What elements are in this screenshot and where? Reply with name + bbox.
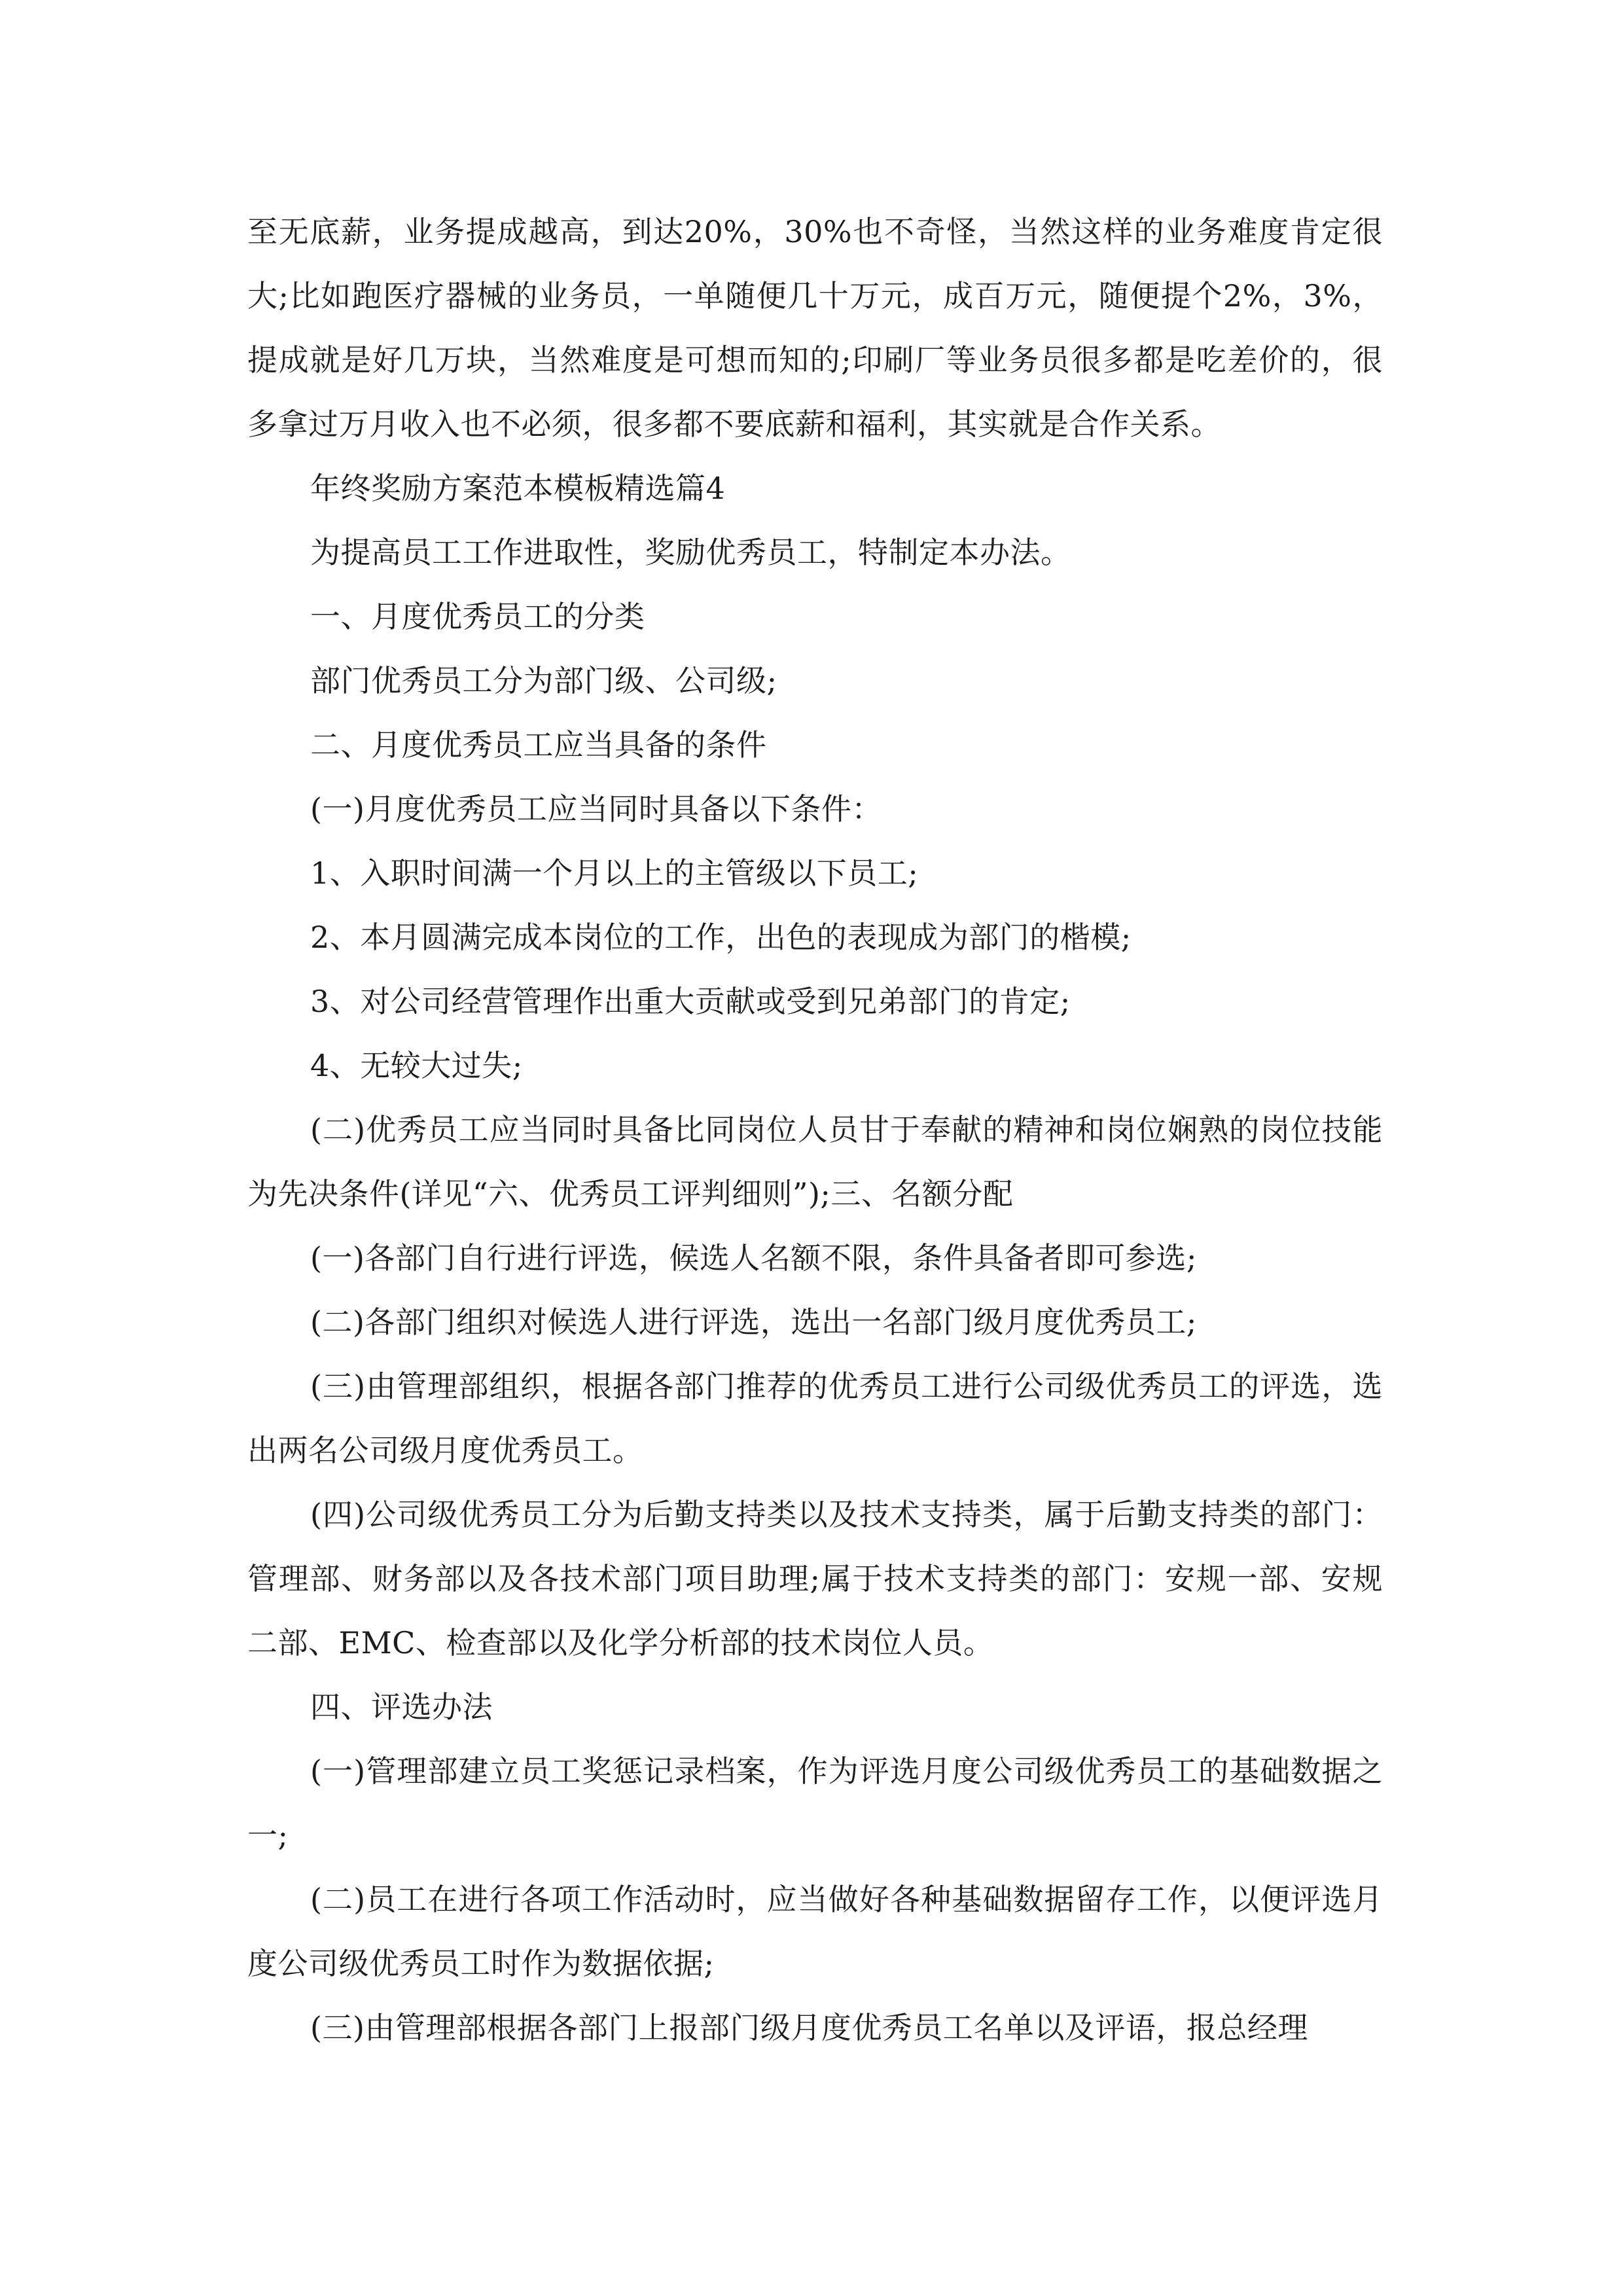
list-item: 1、入职时间满一个月以上的主管级以下员工; [310, 855, 919, 891]
paragraph: (一)管理部建立员工奖惩记录档案，作为评选月度公司级优秀员工的基础数据之一; [247, 1753, 1383, 1853]
section-heading: 四、评选办法 [310, 1689, 493, 1725]
section-heading: 年终奖励方案范本模板精选篇4 [310, 471, 726, 506]
paragraph: 部门优秀员工分为部门级、公司级; [310, 663, 777, 698]
paragraph: (四)公司级优秀员工分为后勤支持类以及技术支持类，属于后勤支持类的部门：管理部、财务部以及各技术部门项目助理;属于技术支持类的部门：安规一部、安规二部、EMC、检查部以及化学分析部的技术岗位人员。 [247, 1497, 1383, 1660]
paragraph: (二)优秀员工应当同时具备比同岗位人员甘于奉献的精神和岗位娴熟的岗位技能为先决条件(详见“六、优秀员工评判细则”);三、名额分配 [247, 1112, 1383, 1211]
section-heading: 二、月度优秀员工应当具备的条件 [310, 727, 767, 762]
paragraph: (一)各部门自行进行评选，候选人名额不限，条件具备者即可参选; [310, 1240, 1197, 1276]
paragraph: (二)各部门组织对候选人进行评选，选出一名部门级月度优秀员工; [310, 1304, 1197, 1340]
list-item: 3、对公司经营管理作出重大贡献或受到兄弟部门的肯定; [310, 984, 1071, 1019]
paragraph: (二)员工在进行各项工作活动时，应当做好各种基础数据留存工作，以便评选月度公司级优秀员工时作为数据依据; [247, 1882, 1383, 1981]
document-body [247, 200, 1383, 2060]
paragraph: (一)月度优秀员工应当同时具备以下条件： [310, 791, 882, 827]
paragraph: 至无底薪，业务提成越高，到达20%，30%也不奇怪，当然这样的业务难度肯定很大;比如跑医疗器械的业务员，一单随便几十万元，成百万元，随便提个2%，3%，提成就是好几万块，当然难度是可想而知的;印刷厂等业务员很多都是吃差价的，很多拿过万月收入也不必须，很多都不要底薪和福利，其实就是合作关系。 [247, 214, 1383, 442]
list-item: 2、本月圆满完成本岗位的工作，出色的表现成为部门的楷模; [310, 920, 1132, 955]
paragraph: (三)由管理部组织，根据各部门推荐的优秀员工进行公司级优秀员工的评选，选出两名公司级月度优秀员工。 [247, 1369, 1383, 1468]
section-heading: 一、月度优秀员工的分类 [310, 599, 645, 634]
paragraph: (三)由管理部根据各部门上报部门级月度优秀员工名单以及评语，报总经理 [310, 2010, 1308, 2045]
paragraph: 为提高员工工作进取性，奖励优秀员工，特制定本办法。 [310, 535, 1071, 570]
list-item: 4、无较大过失; [310, 1048, 523, 1083]
